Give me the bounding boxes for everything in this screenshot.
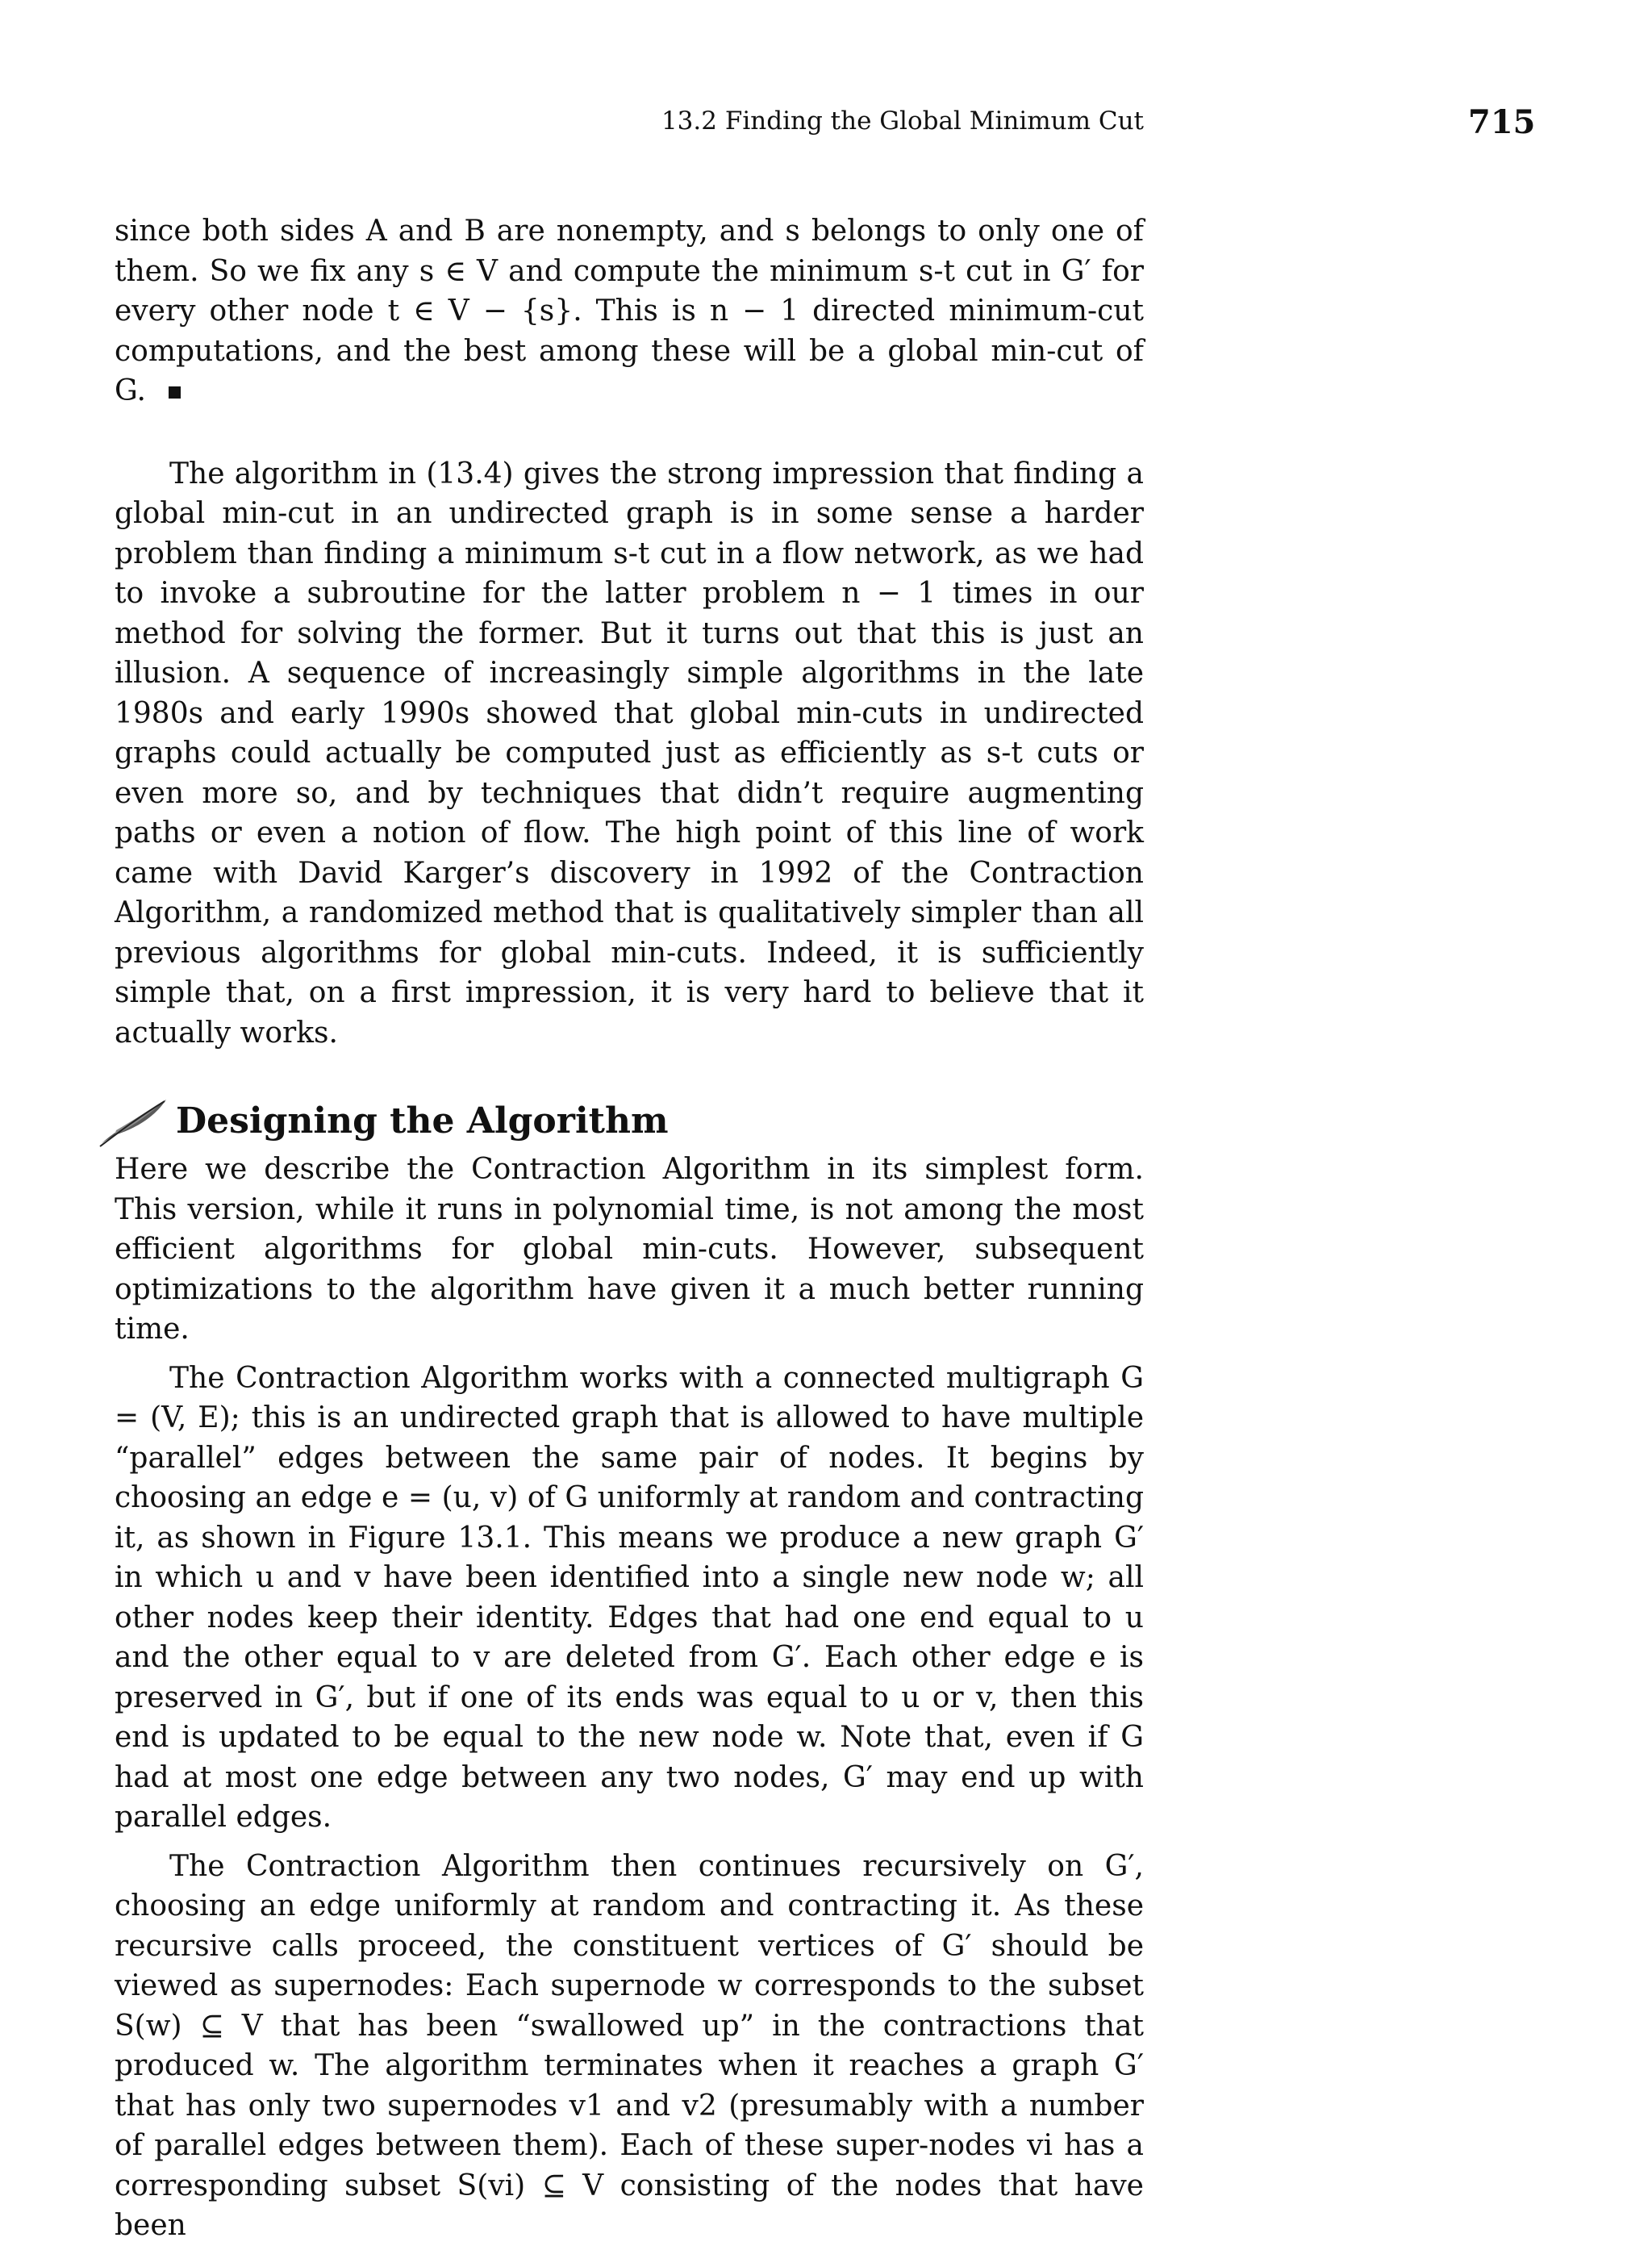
paragraph-intro: The algorithm in (13.4) gives the strong impression that finding a global min-cut in an undirected graph is in some sense a harder problem than finding a minimum s-t cut in a flow network, as we had to invoke a subroutine for the latter problem n − 1 times in our method for solving the former. But it turns out that this is just an illusion. A sequence of increasingly simple algorithms in the late 1980s and early 1990s showed that global min-cuts in undirected graphs could actually be computed just as efficiently as s-t cuts or even more so, and by techniques that didn’t require augmenting paths or even a notion of flow. The high point of this line of work came with David Karger’s discovery in 1992 of the Contraction Algorithm, a randomized method that is qualitatively simpler than all previous algorithms for global min-cuts. Indeed, it is sufficiently simple that, on a first impression, it is very hard to believe that it actually works. bbox=[115, 457, 1144, 1050]
page-body bbox=[115, 211, 1144, 2246]
feather-icon bbox=[97, 1092, 171, 1148]
paragraph: The Contraction Algorithm works with a connected multigraph G = (V, E); this is an undirected graph that is allowed to have multiple “parallel” edges between the same pair of nodes. It begins by choosing an edge e = (u, v) of G uniformly at random and contracting it, as shown in Figure 13.1. This means we produce a new graph G′ in which u and v have been identified into a single new node w; all other nodes keep their identity. Edges that had one end equal to u and the other equal to v are deleted from G′. Each other edge e is preserved in G′, but if one of its ends was equal to u or v, then this end is updated to be equal to the new node w. Note that, even if G had at most one edge between any two nodes, G′ may end up with parallel edges. bbox=[115, 1361, 1144, 1834]
paragraph: The Contraction Algorithm then continues recursively on G′, choosing an edge uniformly at random and contracting it. As these recursive calls proceed, the constituent vertices of G′ should be viewed as supernodes: Each supernode w corresponds to the subset S(w) ⊆ V that has been “swallowed up” in the contractions that produced w. The algorithm terminates when it reaches a graph G′ that has only two supernodes v1 and v2 (presumably with a number of parallel edges between them). Each of these super-nodes vi has a corresponding subset S(vi) ⊆ V consisting of the nodes that have been bbox=[115, 1849, 1144, 2242]
paragraph-proof-end bbox=[115, 211, 1144, 411]
section-title: Designing the Algorithm bbox=[176, 1100, 669, 1142]
qed-symbol bbox=[169, 386, 181, 399]
section-heading bbox=[115, 1098, 1144, 1145]
page-number: 715 bbox=[1468, 103, 1536, 141]
paragraph-text: since both sides A and B are nonempty, and s belongs to only one of them. So we fix any s ∈ V and compute the minimum s-t cut in G′ for every other node t ∈ V − {s}. This is n − 1 directed minimum-cut computations, and the best among these will be a global min-cut of G. bbox=[115, 215, 1144, 407]
running-header: 13.2 Finding the Global Minimum Cut bbox=[661, 106, 1144, 136]
paragraph: Here we describe the Contraction Algorithm in its simplest form. This version, while it runs in polynomial time, is not among the most efficient algorithms for global min-cuts. However, subsequent optimizations to the algorithm have given it a much better running time. bbox=[115, 1153, 1144, 1346]
